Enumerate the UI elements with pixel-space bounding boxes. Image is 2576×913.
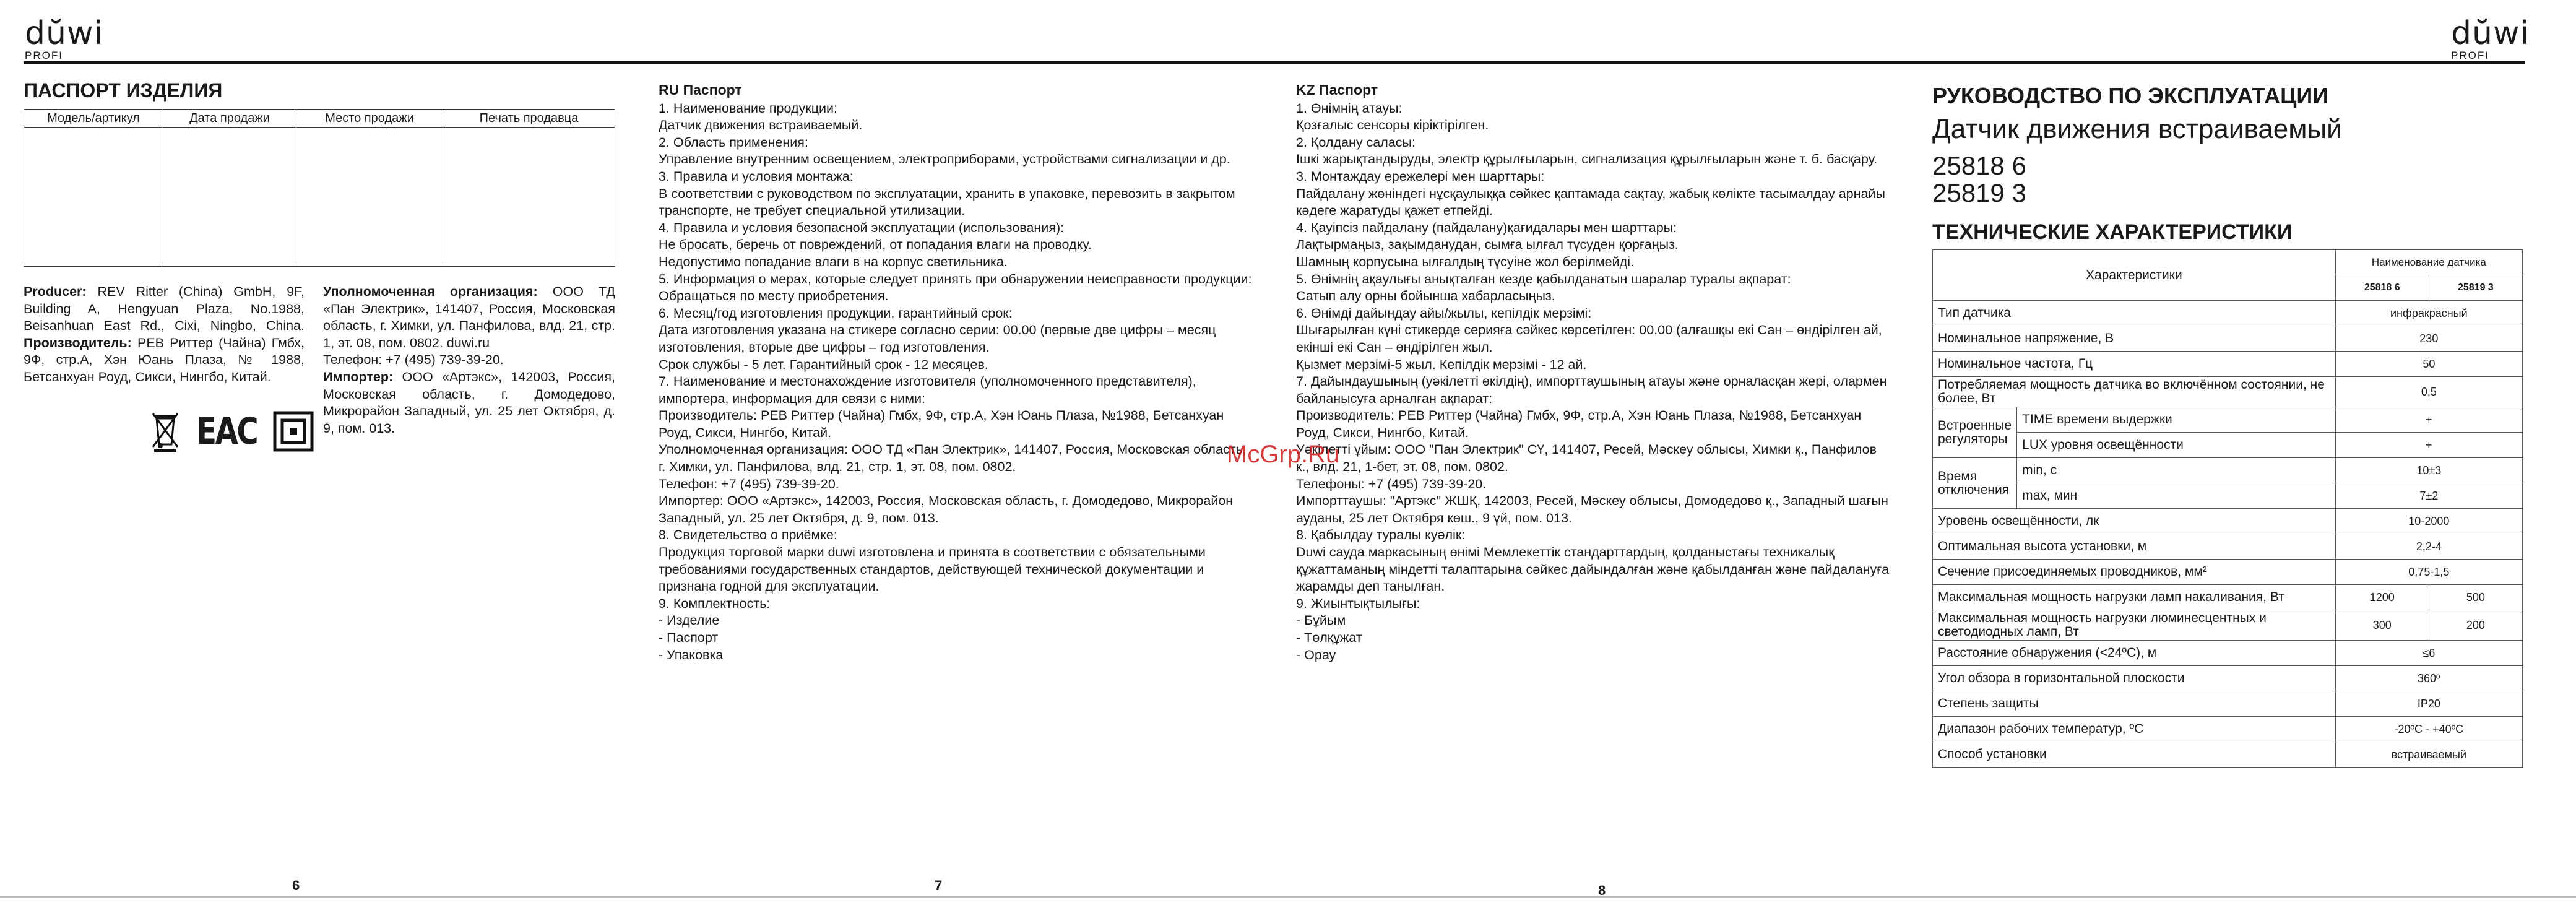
manual-title: РУКОВОДСТВО ПО ЭКСПЛУАТАЦИИ [1932,83,2329,108]
ru-line: Телефон: +7 (495) 739-39-20. [659,476,839,491]
spec-group-label: Время отключения [1933,458,2017,509]
ru-line: Производитель: РЕВ Риттер (Чайна) Гмбх, 9Ф, стр.А, Хэн Юань Плаза, №1988, Бетсанхуан Роуд, Сикси, Нингбо, Китай. [659,408,1224,440]
spec-group-label: Встроенные регуляторы [1933,407,2017,458]
kz-line: 8. Қабылдау туралы куәлік: [1296,527,1466,543]
sale-cell-date [163,128,296,267]
kz-line: 2. Қолдану саласы: [1296,134,1416,150]
spec-value: ≤6 [2335,641,2522,666]
spec-value: + [2335,433,2522,458]
table-row [1933,483,2523,509]
kz-line: Телефоны: +7 (495) 739-39-20. [1296,476,1487,491]
sale-cell-stamp [443,128,615,267]
importer-label: Импортер: [323,369,394,384]
kz-line: Производитель: РЕВ Риттер (Чайна) Гмбх, 9Ф, стр.А, Хэн Юань Плаза, №1988, Бетсанхуан Роуд, Сикси, Нингбо, Китай. [1296,408,1862,440]
sale-col-place: Место продажи [296,110,443,128]
spec-header-characteristics: Характеристики [1933,250,2336,301]
ru-line: Срок службы - 5 лет. Гарантийный срок - 12 месяцев. [659,357,988,372]
spec-model-2: 25819 3 [2429,275,2522,301]
ru-line: 7. Наименование и местонахождение изготовителя (уполномоченного представителя), импортера, информация для связи с ними: [659,374,1196,406]
kz-line: Импорттаушы: "Артэкс" ЖШҚ, 142003, Ресей, Мәскеу облысы, Домодедово қ., Западный шағын ауданы, 25 лет Октября көш., 9 үй, пом. 013. [1296,493,1888,526]
brand-name: dŭwi [25,15,103,52]
table-row [1933,433,2523,458]
table-row [1933,407,2523,433]
spec-value: 200 [2429,610,2522,641]
table-row [1933,377,2523,407]
spec-header-name: Наименование датчика [2335,250,2522,275]
spec-model-1: 25818 6 [2335,275,2429,301]
spec-value: 360º [2335,666,2522,691]
spec-value: 1200 [2335,585,2429,610]
spec-value: 7±2 [2335,483,2522,509]
org-block [323,283,615,437]
article-code-1: 25818 6 [1932,151,2026,180]
kz-line: 5. Өнімнің ақаулығы анықталған кезде қабылданатын шаралар туралы ақпарат: [1296,271,1791,287]
table-row [1933,534,2523,560]
spec-label: Способ установки [1933,742,2336,768]
ru-line: Дата изготовления указана на стикере согласно серии: 00.00 (первые две цифры – месяц изготовления, вторые две цифры – год изготовления. [659,322,1216,355]
spec-label: Тип датчика [1933,301,2336,326]
ru-line: Не бросать, беречь от повреждений, от попадания влаги на проводку. [659,237,1092,253]
spec-value: 50 [2335,352,2522,377]
ru-line: 8. Свидетельство о приёмке: [659,527,837,543]
ru-line: Недопустимо попадание влаги в на корпус светильника. [659,254,1008,269]
spec-label: Номинальное напряжение, В [1933,326,2336,352]
spec-value: 0,5 [2335,377,2522,407]
table-row [1933,326,2523,352]
ru-title: RU Паспорт [659,82,742,98]
spec-label: min, c [2017,458,2336,483]
header-rule [24,61,2525,64]
kz-line: Лақтырмаңыз, зақымданудан, сымға ылғал түсуден қорғаңыз. [1296,237,1679,253]
table-row [1933,666,2523,691]
spec-value: 10-2000 [2335,509,2522,534]
spec-value: + [2335,407,2522,433]
spec-label: Оптимальная высота установки, м [1933,534,2336,560]
page-number-8: 8 [1598,883,1606,898]
table-row [1933,717,2523,742]
brand-name: dŭwi [2451,15,2530,52]
spec-value: 300 [2335,610,2429,641]
kz-line: Шамның корпусына ылғалдың түсуіне жол берілмейді. [1296,254,1634,269]
spec-label: Уровень освещённости, лк [1933,509,2336,534]
watermark: McGrp.Ru [1227,441,1340,468]
spec-label: LUX уровня освещённости [2017,433,2336,458]
spec-value: встраиваемый [2335,742,2522,768]
org-phone: Телефон: +7 (495) 739-39-20. [323,352,504,368]
table-row [1933,585,2523,610]
kz-title: KZ Паспорт [1296,82,1378,98]
table-row [1933,560,2523,585]
kz-passport [1296,82,1890,664]
spec-label: Максимальная мощность нагрузки ламп накаливания, Вт [1933,585,2336,610]
ru-passport [659,82,1256,664]
spec-label: Потребляемая мощность датчика во включённом состоянии, не более, Вт [1933,377,2336,407]
spec-label: TIME времени выдержки [2017,407,2336,433]
kz-line: Қозғалыс сенсоры кіріктірілген. [1296,118,1489,133]
producer-block [24,283,305,386]
weee-bin-icon [150,410,180,453]
ru-line: 5. Информация о мерах, которые следует принять при обнаружении неисправности продукции: [659,271,1252,287]
kz-line: 7. Дайындаушының (уәкілетті өкілдің), импорттаушының атауы және орналасқан жері, олармен байланысуға арналған ақпарат: [1296,374,1887,406]
producer-text: REV Ritter (China) GmbH, 9F, Building A, Hengyuan Plaza, No.1988, Beisanhuan East Rd., Cixi, Ningbo, China. [24,284,305,334]
passport-title: ПАСПОРТ ИЗДЕЛИЯ [24,79,223,102]
brand-sub: PROFI [25,50,63,61]
eac-mark: EAC [196,410,257,453]
org-label: Уполномоченная организация: [323,284,538,299]
ru-line: 6. Месяц/год изготовления продукции, гарантийный срок: [659,305,1013,321]
table-row [1933,610,2523,641]
ru-line: 9. Комплектность: [659,595,771,611]
quality-mark-icon [273,411,314,452]
spec-label: Угол обзора в горизонтальной плоскости [1933,666,2336,691]
spec-label: Степень защиты [1933,691,2336,717]
importer-text: ООО «Артэкс», 142003, Россия, Московская область, г. Домодедово, Микрорайон Западный, ул. 25 лет Октября, д. 9, пом. 013. [323,369,615,436]
org-text: ООО ТД «Пан Электрик», 141407, Россия, Московская область, г. Химки, ул. Панфилова, влд. 21, стр. 1, эт. 08, пом. 0802. duwi.ru [323,284,615,350]
manufacturer-label: Производитель: [24,335,132,350]
kz-line: Сатып алу орны бойынша хабарласыңыз. [1296,288,1555,304]
spec-value: IP20 [2335,691,2522,717]
sale-col-model: Модель/артикул [24,110,163,128]
article-code-2: 25819 3 [1932,178,2026,207]
spec-value: 10±3 [2335,458,2522,483]
brand-logo-left [25,15,103,62]
ru-line: Продукция торговой марки duwi изготовлена и принята в соответствии с обязательными требованиями государственных стандартов, действующей технической документации и признана годной для эксплуатации. [659,545,1206,594]
spec-label: Расстояние обнаружения (<24ºС), м [1933,641,2336,666]
sale-table [24,109,615,267]
kz-line: 1. Өнімнің атауы: [1296,100,1403,116]
spec-label: Номинальное частота, Гц [1933,352,2336,377]
spec-title: ТЕХНИЧЕСКИЕ ХАРАКТЕРИСТИКИ [1932,220,2293,244]
ru-line: Управление внутренним освещением, электроприборами, устройствами сигнализации и др. [659,152,1230,167]
spec-table [1932,249,2523,768]
ru-line: Импортер: ООО «Артэкс», 142003, Россия, Московская область, г. Домодедово, Микрорайон Западный, ул. 25 лет Октября, д. 9, пом. 013. [659,493,1234,526]
kz-line: Қызмет мерзімі-5 жыл. Кепілдік мерзімі - 12 ай. [1296,357,1587,372]
kz-line: 6. Өнімді дайындау айы/жылы, кепілдік мерзімі: [1296,305,1592,321]
spec-value: 230 [2335,326,2522,352]
table-row [1933,641,2523,666]
sale-cell-place [296,128,443,267]
ru-line: - Упаковка [659,647,724,662]
kz-line: - Төлқұжат [1296,630,1362,645]
ru-line: 1. Наименование продукции: [659,100,838,116]
spec-value: -20ºС - +40ºС [2335,717,2522,742]
ru-line: - Изделие [659,613,720,628]
kz-line: Шығарылған күні стикерде серияға сәйкес көрсетілген: 00.00 (алғашқы екі Сан – өндірілген ай, екінші екі Сан – өндірілген жыл. [1296,322,1882,355]
ru-line: В соответствии с руководством по эксплуатации, хранить в упаковке, перевозить в закрытом транспорте, не требует специальной утилизации. [659,186,1235,219]
manufacturer-text: РЕВ Риттер (Чайна) Гмбх, 9Ф, стр.А, Хэн Юань Плаза, № 1988, Бетсанхуан Роуд, Сикси, Нингбо, Китай. [24,335,305,384]
page-number-6: 6 [292,878,300,893]
brand-logo-right [2451,15,2530,62]
sale-col-date: Дата продажи [163,110,296,128]
table-row [1933,352,2523,377]
kz-line: - Орау [1296,647,1336,662]
ru-line: Датчик движения встраиваемый. [659,118,863,133]
spec-value: инфракрасный [2335,301,2522,326]
table-row [1933,301,2523,326]
table-row [1933,742,2523,768]
ru-line: - Паспорт [659,630,719,645]
spec-value: 500 [2429,585,2522,610]
kz-line: 9. Жиынтықтылығы: [1296,595,1420,611]
certification-marks [150,410,314,453]
producer-label: Producer: [24,284,87,299]
spec-label: max, мин [2017,483,2336,509]
spec-label: Диапазон рабочих температур, ºС [1933,717,2336,742]
kz-line: Duwi сауда маркасының өнімі Мемлекеттік стандарттардың, қолданыстағы техникалық құжаттаманың міндетті талаптарына сәйкес дайындалған және қабылданған және пайдалануға жарамды деп танылған. [1296,545,1890,594]
brand-sub: PROFI [2451,50,2489,61]
spec-label: Сечение присоединяемых проводников, мм² [1933,560,2336,585]
product-name: Датчик движения встраиваемый [1932,114,2342,144]
kz-line: 3. Монтаждау ережелері мен шарттары: [1296,168,1545,184]
spec-value: 0,75-1,5 [2335,560,2522,585]
kz-line: Уәкілетті ұйым: ООО "Пан Электрик" СҮ, 141407, Ресей, Мәскеу облысы, Химки қ., Панфилов к., влд. 21, 1-бет, эт. 08, пом. 0802. [1296,442,1877,475]
kz-line: - Бұйым [1296,613,1346,628]
sale-col-stamp: Печать продавца [443,110,615,128]
ru-line: Обращаться по месту приобретения. [659,288,889,304]
spec-label: Максимальная мощность нагрузки люминесцентных и светодиодных ламп, Вт [1933,610,2336,641]
table-row [1933,691,2523,717]
ru-line: 3. Правила и условия монтажа: [659,168,854,184]
footer-rule [0,896,2576,898]
ru-line: 2. Область применения: [659,134,808,150]
kz-line: Пайдалану жөніндегі нұсқаулыққа сәйкес қаптамада сақтау, жабық көлікте тасымалдау арнайы кәдеге жаратуды қажет етпейді. [1296,186,1885,219]
table-row [1933,458,2523,483]
kz-line: 4. Қауіпсіз пайдалану (пайдалану)қағидалары мен шарттары: [1296,220,1677,235]
table-row [1933,509,2523,534]
spec-value: 2,2-4 [2335,534,2522,560]
ru-line: Уполномоченная организация: ООО ТД «Пан Электрик», 141407, Россия, Московская область, г. Химки, ул. Панфилова, влд. 21, стр. 1, эт. 08, пом. 0802. [659,442,1247,475]
sale-cell-model [24,128,163,267]
ru-line: 4. Правила и условия безопасной эксплуатации (использования): [659,220,1065,235]
kz-line: Ішкі жарықтандыруды, электр құрылғыларын, сигнализация құрылғыларын және т. б. басқару. [1296,152,1878,167]
page-number-7: 7 [935,878,943,893]
